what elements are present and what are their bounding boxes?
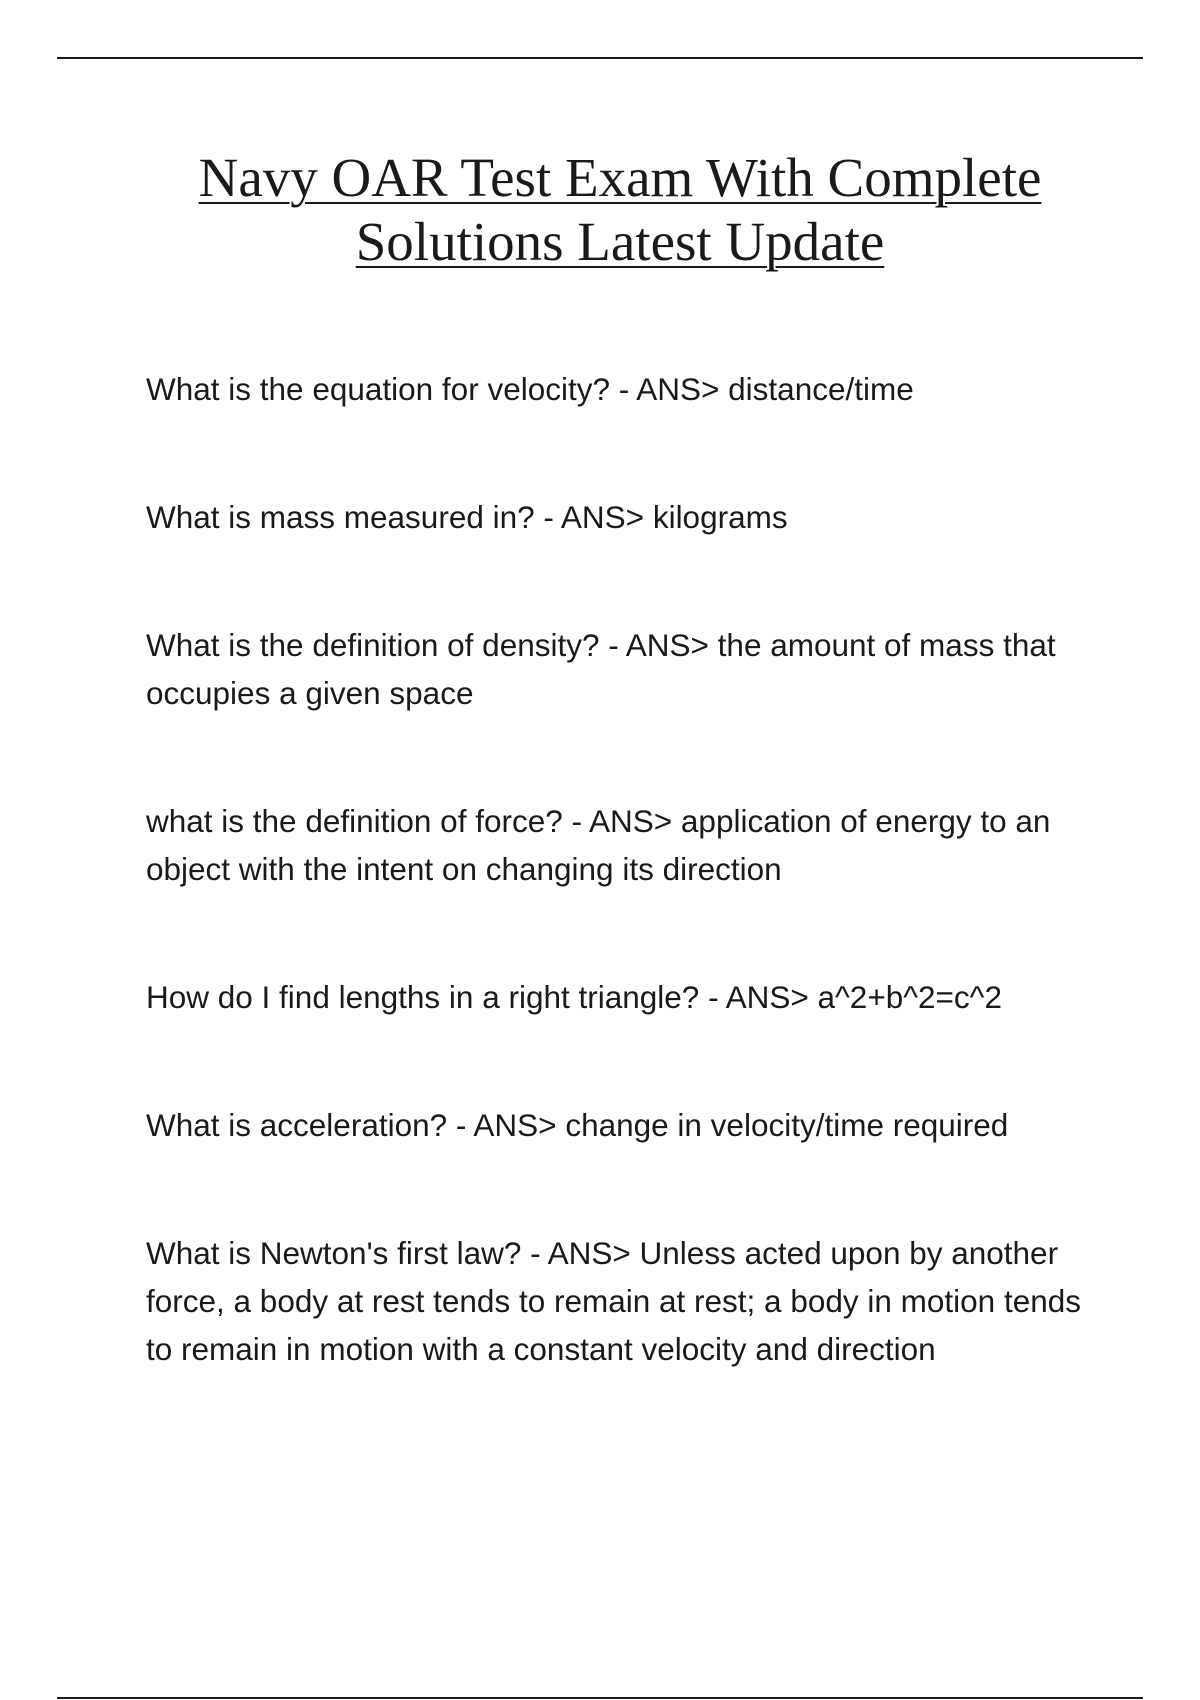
qa-item: How do I find lengths in a right triangle? - ANS> a^2+b^2=c^2 [146, 979, 1002, 1015]
qa-item: what is the definition of force? - ANS> application of energy to an object with the intent on changing its direction [146, 803, 1051, 887]
qa-item: What is acceleration? - ANS> change in velocity/time required [146, 1107, 1009, 1143]
qa-item: What is the definition of density? - ANS> the amount of mass that occupies a given space [146, 627, 1056, 711]
qa-item: What is mass measured in? - ANS> kilograms [146, 499, 788, 535]
question-answer-list [146, 365, 1086, 1453]
qa-item: What is the equation for velocity? - ANS> distance/time [146, 371, 914, 407]
qa-item: What is Newton's first law? - ANS> Unless acted upon by another force, a body at rest tends to remain at rest; a body in motion tends to remain in motion with a constant velocity and direction [146, 1235, 1082, 1367]
top-divider [57, 57, 1143, 59]
document-title: Navy OAR Test Exam With Complete Solutions Latest Update [198, 147, 1042, 272]
bottom-divider [57, 1697, 1143, 1699]
